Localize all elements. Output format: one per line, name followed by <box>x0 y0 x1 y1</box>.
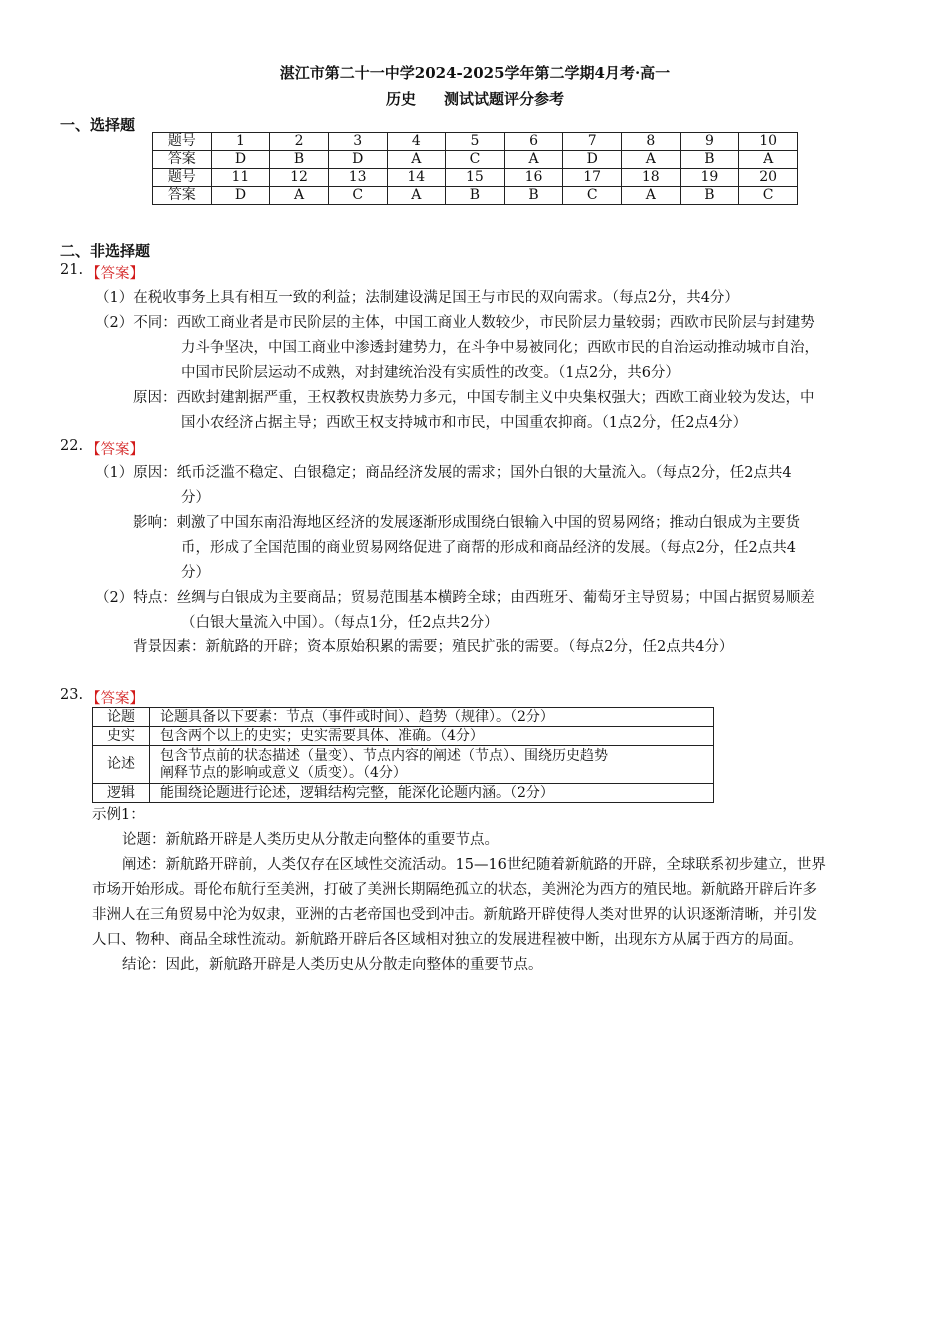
answer-table-cell: B <box>504 187 563 205</box>
answer-table-cell: 11 <box>211 169 270 187</box>
answer-table-row <box>153 133 798 151</box>
answer-table-cell: A <box>387 187 446 205</box>
answer-table-cell: 6 <box>504 133 563 151</box>
question-number: 21. <box>60 262 84 278</box>
answer-table-cell: 20 <box>739 169 798 187</box>
rubric-key: 逻辑 <box>93 784 150 803</box>
answer-line: 中国市民阶层运动不成熟，对封建统治没有实质性的改变。（1点2分，共6分） <box>181 365 680 381</box>
answer-table-cell: A <box>504 151 563 169</box>
answer-table-cell: 14 <box>387 169 446 187</box>
answer-line: 力斗争坚决，中国工商业中渗透封建势力，在斗争中易被同化；西欧市民的自治运动推动城市自治， <box>181 340 819 356</box>
rubric-row <box>93 746 714 784</box>
answer-tag: 【答案】 <box>86 442 144 458</box>
answer-table-cell: D <box>211 187 270 205</box>
answer-table-cell: 7 <box>563 133 622 151</box>
question-number: 22. <box>60 438 84 454</box>
rubric-key: 论述 <box>93 746 150 784</box>
answer-table-cell: 13 <box>328 169 387 187</box>
answer-table-cell: C <box>563 187 622 205</box>
rubric-row <box>93 708 714 727</box>
answer-line: （1）原因：纸币泛滥不稳定、白银稳定；商品经济发展的需求；国外白银的大量流入。（每点2分，任2点共4 <box>95 465 792 481</box>
answer-table-cell: 4 <box>387 133 446 151</box>
answer-table-cell: 18 <box>622 169 681 187</box>
rubric-desc: 论题具备以下要素：节点（事件或时间）、趋势（规律）。（2分） <box>150 708 714 727</box>
rubric-desc-line: 包含节点前的状态描述（量变）、节点内容的阐述（节点）、围绕历史趋势 <box>160 747 608 764</box>
answer-line: （白银大量流入中国）。（每点1分，任2点共2分） <box>181 615 499 631</box>
answer-table-cell: A <box>270 187 329 205</box>
section-heading-nonchoice: 二、非选择题 <box>60 242 151 260</box>
answer-table <box>152 132 798 205</box>
answer-tag: 【答案】 <box>86 266 144 282</box>
rubric-desc-line: 阐释节点的影响或意义（质变）。（4分） <box>160 764 407 781</box>
answer-table-cell: C <box>446 151 505 169</box>
rubric-row <box>93 784 714 803</box>
answer-table-row-label: 题号 <box>153 133 212 151</box>
answer-table-row-label: 答案 <box>153 151 212 169</box>
answer-line: （2）特点：丝绸与白银成为主要商品；贸易范围基本横跨全球；由西班牙、葡萄牙主导贸易；中国占据贸易顺差 <box>95 590 815 606</box>
answer-table-cell: 3 <box>328 133 387 151</box>
answer-line: 分） <box>181 490 210 506</box>
answer-table-cell: B <box>446 187 505 205</box>
document-title: 湛江市第二十一中学2024-2025学年第二学期4月考·高一 <box>279 64 671 82</box>
document-subtitle-row <box>0 88 950 109</box>
answer-table-cell: 17 <box>563 169 622 187</box>
answer-line: （2）不同：西欧工商业者是市民阶层的主体，中国工商业人数较少，市民阶层力量较弱；西欧市民阶层与封建势 <box>95 315 815 331</box>
rubric-desc: 包含两个以上的史实；史实需要具体、准确。（4分） <box>150 727 714 746</box>
subtitle-label: 测试试题评分参考 <box>444 90 565 108</box>
rubric-key: 史实 <box>93 727 150 746</box>
answer-table-cell: C <box>328 187 387 205</box>
example-label: 示例1： <box>92 807 145 823</box>
answer-line: （1）在税收事务上具有相互一致的利益；法制建设满足国王与市民的双向需求。（每点2分，共4分） <box>95 290 739 306</box>
answer-table-cell: A <box>622 151 681 169</box>
answer-table-row <box>153 151 798 169</box>
answer-table-cell: 2 <box>270 133 329 151</box>
rubric-key: 论题 <box>93 708 150 727</box>
answer-table-cell: 5 <box>446 133 505 151</box>
example-line: 非洲人在三角贸易中沦为奴隶，亚洲的古老帝国也受到冲击。新航路开辟使得人类对世界的认识逐渐清晰，并引发 <box>92 907 817 923</box>
answer-table-cell: D <box>563 151 622 169</box>
rubric-desc <box>150 746 714 784</box>
answer-line: 国小农经济占据主导；西欧王权支持城市和市民，中国重农抑商。（1点2分，任2点4分） <box>181 415 748 431</box>
answer-tag: 【答案】 <box>86 691 144 707</box>
answer-table-cell: B <box>270 151 329 169</box>
rubric-desc: 能围绕论题进行论述，逻辑结构完整，能深化论题内涵。（2分） <box>150 784 714 803</box>
answer-table-cell: 1 <box>211 133 270 151</box>
answer-line: 原因：西欧封建割据严重，王权教权贵族势力多元，中国专制主义中央集权强大；西欧工商业较为发达，中 <box>133 390 815 406</box>
answer-table-cell: B <box>680 151 739 169</box>
answer-table-cell: 10 <box>739 133 798 151</box>
answer-table-cell: D <box>211 151 270 169</box>
answer-line: 背景因素：新航路的开辟；资本原始积累的需要；殖民扩张的需要。（每点2分，任2点共4分） <box>133 639 734 655</box>
answer-table-cell: 19 <box>680 169 739 187</box>
rubric-row <box>93 727 714 746</box>
answer-table-cell: B <box>680 187 739 205</box>
rubric-table <box>92 707 714 803</box>
answer-table-cell: 9 <box>680 133 739 151</box>
answer-table-cell: A <box>739 151 798 169</box>
answer-table-cell: 15 <box>446 169 505 187</box>
example-line: 结论：因此，新航路开辟是人类历史从分散走向整体的重要节点。 <box>122 957 543 973</box>
answer-table-cell: 12 <box>270 169 329 187</box>
answer-table-cell: 8 <box>622 133 681 151</box>
example-line: 阐述：新航路开辟前，人类仅存在区域性交流活动。15—16世纪随着新航路的开辟，全球联系初步建立，世界 <box>122 857 826 873</box>
section-heading-choice: 一、选择题 <box>60 116 136 134</box>
answer-line: 币，形成了全国范围的商业贸易网络促进了商帮的形成和商品经济的发展。（每点2分，任2点共4 <box>181 540 796 556</box>
answer-table-cell: D <box>328 151 387 169</box>
answer-table-row-label: 答案 <box>153 187 212 205</box>
example-line: 人口、物种、商品全球性流动。新航路开辟后各区域相对独立的发展进程被中断，出现东方从属于西方的局面。 <box>92 932 803 948</box>
answer-table-cell: A <box>387 151 446 169</box>
answer-table-row-label: 题号 <box>153 169 212 187</box>
answer-table-row <box>153 169 798 187</box>
question-number: 23. <box>60 687 84 703</box>
example-line: 论题：新航路开辟是人类历史从分散走向整体的重要节点。 <box>122 832 499 848</box>
answer-line: 分） <box>181 565 210 581</box>
subject-label: 历史 <box>385 90 416 108</box>
answer-table-cell: 16 <box>504 169 563 187</box>
answer-table-row <box>153 187 798 205</box>
example-line: 市场开始形成。哥伦布航行至美洲，打破了美洲长期隔绝孤立的状态，美洲沦为西方的殖民地。新航路开辟后许多 <box>92 882 817 898</box>
answer-table-cell: A <box>622 187 681 205</box>
answer-table-cell: C <box>739 187 798 205</box>
answer-line: 影响：刺激了中国东南沿海地区经济的发展逐渐形成围绕白银输入中国的贸易网络；推动白银成为主要货 <box>133 515 800 531</box>
